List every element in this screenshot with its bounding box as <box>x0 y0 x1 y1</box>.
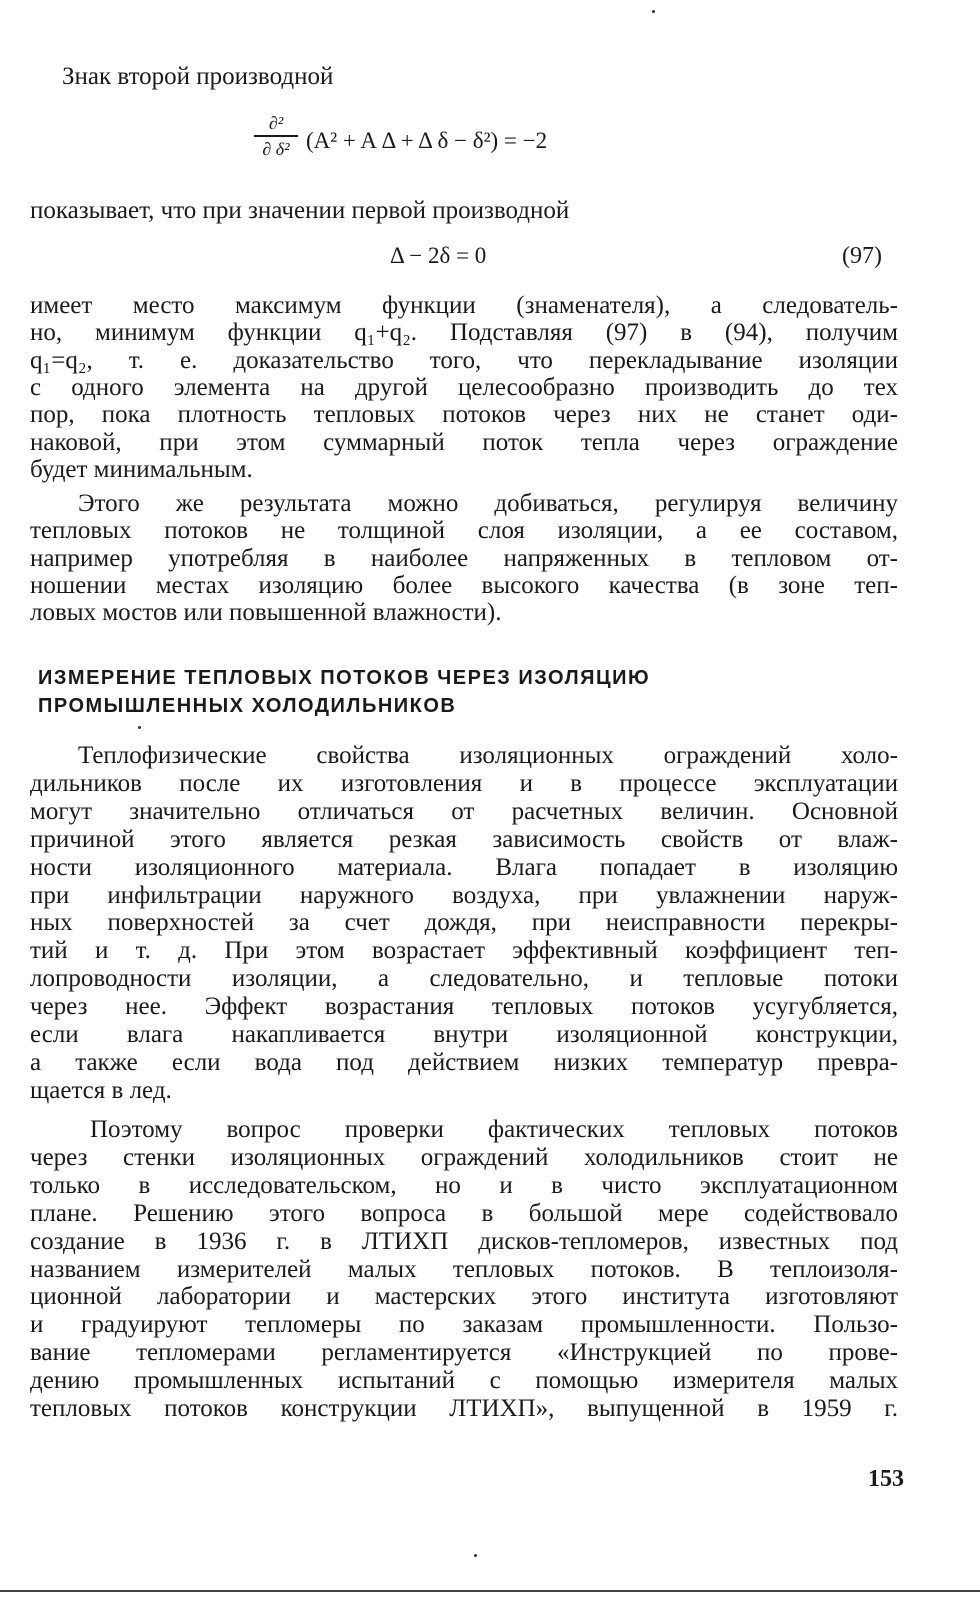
text-line: если влага накапливается внутри изоляционной конструкции, <box>30 1021 898 1048</box>
text-line: и градуируют тепломеры по заказам промышленности. Пользо- <box>30 1311 898 1339</box>
formula-second-derivative: (A² + A Δ + Δ δ − δ²) = −2 <box>306 128 548 153</box>
text-line: только в исследовательском, но и в чисто эксплуатационном <box>30 1171 898 1199</box>
text-line: плане. Решению этого вопроса в большой мере содействовало <box>30 1199 898 1227</box>
text-line: создание в 1936 г. в ЛТИХП дисков-тепломеров, известных под <box>30 1227 898 1255</box>
text-line: Этого же результата можно добиваться, регулируя величину <box>78 490 898 517</box>
scan-speck <box>652 10 655 13</box>
after-formula-line: показывает, что при значении первой производной <box>30 197 570 224</box>
scan-speck <box>474 1554 477 1557</box>
text-line: Теплофизические свойства изоляционных ограждений холо- <box>78 742 898 769</box>
text-line: причиной этого является резкая зависимость свойств от влаж- <box>30 825 898 853</box>
text-line: тепловых потоков не толщиной слоя изоляции, а ее составом, <box>30 517 898 545</box>
text-line: могут значительно отличаться от расчетных величин. Основной <box>30 797 898 825</box>
fraction-denominator: ∂ δ² <box>262 138 290 159</box>
text-line: щается в лед. <box>30 1076 172 1104</box>
text-line: через нее. Эффект возрастания тепловых потоков усугубляется, <box>30 993 898 1021</box>
text-line: через стенки изоляционных ограждений холодильников стоит не <box>30 1143 898 1171</box>
text-line: будет минимальным. <box>30 455 253 483</box>
equation-97: Δ − 2δ = 0 <box>390 243 487 268</box>
page-number: 153 <box>868 1466 904 1492</box>
text-line: ных поверхностей за счет дождя, при неисправности перекры- <box>30 909 898 937</box>
text-line: Поэтому вопрос проверки фактических тепловых потоков <box>90 1116 898 1143</box>
text-line: наковой, при этом суммарный поток тепла через ограждение <box>30 428 898 456</box>
text-line: дению промышленных испытаний с помощью измерителя малых <box>30 1367 898 1395</box>
text-line: названием измерителей малых тепловых потоков. В теплоизоля- <box>30 1255 898 1283</box>
text-line: имеет место максимум функции (знаменателя), а следователь- <box>30 292 898 319</box>
text-line: q₁=q₂, т. е. доказательство того, что перекладывание изоляции <box>30 346 898 374</box>
text-line: с одного элемента на другой целесообразно производить до тех <box>30 373 898 401</box>
text-line: тепловых потоков конструкции ЛТИХП», выпущенной в 1959 г. <box>30 1395 898 1422</box>
text-line: лопроводности изоляции, а следовательно, и тепловые потоки <box>30 965 898 993</box>
fraction-numerator: ∂² <box>268 113 284 133</box>
text-line: но, минимум функции q₁+q₂. Подставляя (97) в (94), получим <box>30 319 898 347</box>
text-line: ционной лаборатории и мастерских этого института изготовляют <box>30 1283 898 1311</box>
section-heading-line-1: ИЗМЕРЕНИЕ ТЕПЛОВЫХ ПОТОКОВ ЧЕРЕЗ ИЗОЛЯЦИЮ <box>38 667 651 689</box>
intro-line: Знак второй производной <box>62 63 334 90</box>
scan-bottom-edge <box>0 1590 980 1592</box>
text-line: тий и т. д. При этом возрастает эффективный коэффициент теп- <box>30 937 898 965</box>
text-line: ношении местах изоляцию более высокого качества (в зоне теп- <box>30 571 898 599</box>
text-line: ности изоляционного материала. Влага попадает в изоляцию <box>30 853 898 881</box>
text-line: вание тепломерами регламентируется «Инструкцией по прове- <box>30 1339 898 1367</box>
text-line: а также если вода под действием низких температур превра- <box>30 1048 898 1076</box>
section-heading-line-2: ПРОМЫШЛЕННЫХ ХОЛОДИЛЬНИКОВ <box>38 695 457 717</box>
text-line: пор, пока плотность тепловых потоков через них не станет оди- <box>30 401 898 429</box>
second-derivative-operator <box>254 112 298 160</box>
equation-number-97: (97) <box>842 243 882 269</box>
text-line: дильников после их изготовления и в процессе эксплуатации <box>30 769 898 797</box>
fraction-bar <box>254 135 298 137</box>
text-line: например употребляя в наиболее напряженных в тепловом от- <box>30 544 898 572</box>
text-line: ловых мостов или повышенной влажности). <box>30 599 502 627</box>
text-line: при инфильтрации наружного воздуха, при увлажнении наруж- <box>30 881 898 909</box>
scan-speck <box>138 726 141 729</box>
